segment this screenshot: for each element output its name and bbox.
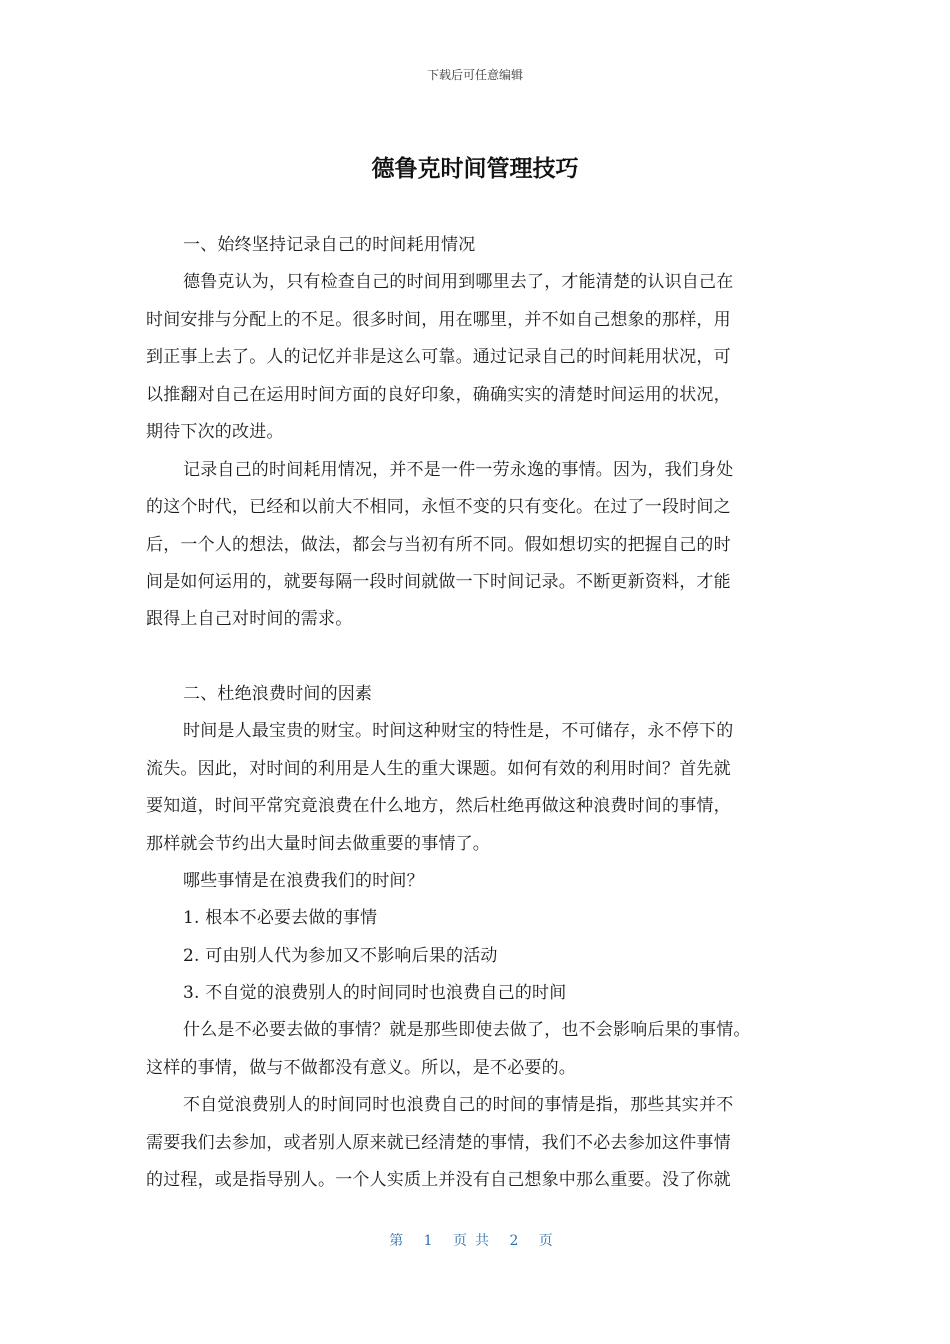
header-note: 下载后可任意编辑 bbox=[426, 68, 523, 82]
paragraph-line: 时间安排与分配上的不足。很多时间，用在哪里，并不如自己想象的那样，用 bbox=[146, 310, 731, 330]
paragraph-line: 时间是人最宝贵的财宝。时间这种财宝的特性是，不可储存，永不停下的 bbox=[183, 721, 734, 741]
paragraph-line: 跟得上自己对时间的需求。 bbox=[146, 609, 353, 629]
page-title: 德鲁克时间管理技巧 bbox=[371, 156, 579, 182]
paragraph-line: 流失。因此，对时间的利用是人生的重大课题。如何有效的利用时间？首先就 bbox=[146, 759, 731, 779]
paragraph-line: 到正事上去了。人的记忆并非是这么可靠。通过记录自己的时间耗用状况，可 bbox=[146, 347, 731, 367]
paragraph-line: 哪些事情是在浪费我们的时间？ bbox=[183, 871, 424, 891]
section-heading: 二、杜绝浪费时间的因素 bbox=[183, 684, 373, 704]
paragraph-line: 记录自己的时间耗用情况，并不是一件一劳永逸的事情。因为，我们身处 bbox=[183, 460, 734, 480]
paragraph-line: 的过程，或是指导别人。一个人实质上并没有自己想象中那么重要。没了你就 bbox=[146, 1170, 731, 1190]
paragraph-line: 要知道，时间平常究竟浪费在什么地方，然后杜绝再做这种浪费时间的事情， bbox=[146, 796, 731, 816]
page-number-footer: 第 1 页共 2 页 bbox=[389, 1233, 561, 1249]
list-item: 3. 不自觉的浪费别人的时间同时也浪费自己的时间 bbox=[183, 983, 567, 1003]
section-heading: 一、始终坚持记录自己的时间耗用情况 bbox=[183, 235, 476, 255]
paragraph-line: 不自觉浪费别人的时间同时也浪费自己的时间的事情是指，那些其实并不 bbox=[183, 1095, 734, 1115]
paragraph-line: 的这个时代，已经和以前大不相同，永恒不变的只有变化。在过了一段时间之 bbox=[146, 497, 731, 517]
paragraph-line: 期待下次的改进。 bbox=[146, 422, 284, 442]
paragraph-line: 以推翻对自己在运用时间方面的良好印象，确确实实的清楚时间运用的状况， bbox=[146, 385, 731, 405]
paragraph-line: 德鲁克认为，只有检查自己的时间用到哪里去了，才能清楚的认识自己在 bbox=[183, 272, 734, 292]
paragraph-line: 什么是不必要去做的事情？就是那些即使去做了，也不会影响后果的事情。 bbox=[183, 1020, 751, 1040]
paragraph-line: 后，一个人的想法，做法，都会与当初有所不同。假如想切实的把握自己的时 bbox=[146, 535, 731, 555]
list-item: 2. 可由别人代为参加又不影响后果的活动 bbox=[183, 946, 498, 966]
paragraph-line: 这样的事情，做与不做都没有意义。所以，是不必要的。 bbox=[146, 1058, 576, 1078]
list-item: 1. 根本不必要去做的事情 bbox=[183, 908, 378, 928]
paragraph-line: 需要我们去参加，或者别人原来就已经清楚的事情，我们不必去参加这件事情 bbox=[146, 1133, 731, 1153]
paragraph-line: 间是如何运用的，就要每隔一段时间就做一下时间记录。不断更新资料，才能 bbox=[146, 572, 731, 592]
paragraph-line: 那样就会节约出大量时间去做重要的事情了。 bbox=[146, 834, 490, 854]
